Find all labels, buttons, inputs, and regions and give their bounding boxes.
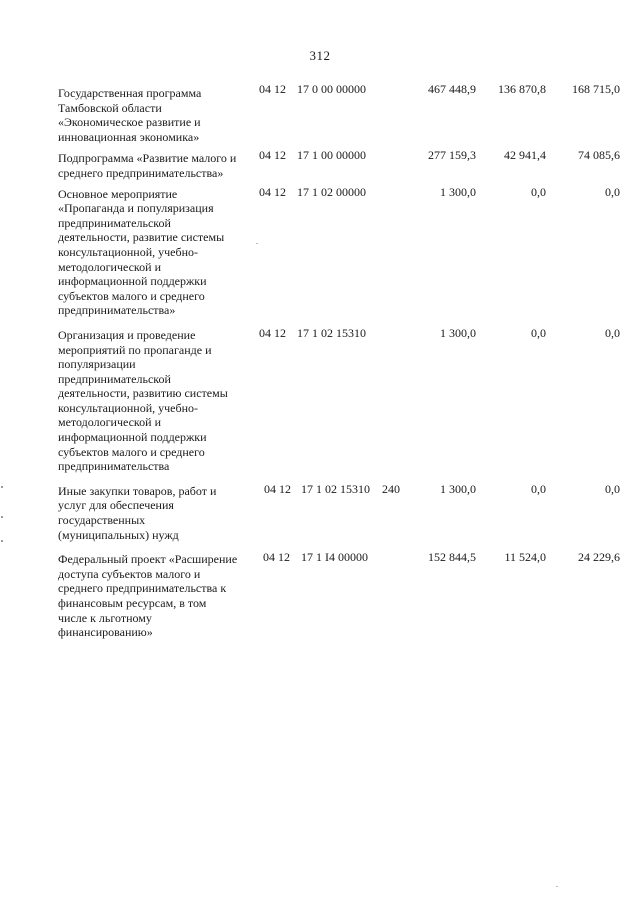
row-section-code: 04 12 — [263, 550, 290, 565]
scan-mark — [1, 540, 3, 542]
table-row — [0, 148, 640, 180]
row-name: Организация и проведение мероприятий по пропаганде и популяризации предпринимательской деятельности, развитию системы консультационной, учебно- методологической и информационной поддержки субъектов малого и среднего предпринимательства — [58, 327, 228, 474]
page-number: 312 — [309, 48, 331, 63]
scan-mark — [1, 486, 3, 488]
row-amount-1: 1 300,0 — [440, 184, 476, 199]
row-amount-3: 74 085,6 — [578, 148, 620, 163]
row-section-code: 04 12 — [264, 481, 291, 496]
row-amount-1: 467 448,9 — [428, 82, 476, 96]
budget-table — [0, 82, 640, 638]
row-target-code: 17 1 00 00000 — [297, 148, 366, 163]
row-name: Подпрограмма «Развитие малого и среднего предпринимательства» — [58, 151, 237, 180]
row-amount-3: 0,0 — [605, 481, 620, 496]
row-amount-3: 0,0 — [605, 325, 620, 340]
row-target-code: 17 1 02 15310 — [297, 325, 366, 340]
row-amount-1: 1 300,0 — [440, 481, 476, 496]
scan-mark — [1, 516, 3, 518]
row-amount-2: 0,0 — [531, 325, 546, 340]
row-amount-1: 1 300,0 — [440, 325, 476, 340]
row-amount-3: 24 229,6 — [578, 550, 620, 565]
row-name: Основное мероприятие «Пропаганда и популяризация предпринимательской деятельности, развитие системы консультационной, учебно- методологической и информационной поддержки субъектов малого и среднего предпринимательства» — [58, 186, 225, 318]
row-target-code: 17 0 00 00000 — [297, 82, 366, 96]
row-amount-1: 277 159,3 — [428, 148, 476, 163]
table-row — [0, 82, 640, 144]
table-row — [0, 185, 640, 316]
row-name: Федеральный проект «Расширение доступа субъектов малого и среднего предпринимательства к финансовым ресурсам, в том числе к льготному финансированию» — [58, 552, 238, 640]
row-name: Иные закупки товаров, работ и услуг для обеспечения государственных (муниципальных) нужд — [58, 483, 217, 542]
scan-speck — [556, 886, 558, 887]
row-amount-2: 0,0 — [531, 184, 546, 199]
row-expense-type: 240 — [382, 481, 400, 496]
row-target-code: 17 1 02 00000 — [297, 184, 366, 199]
row-target-code: 17 1 I4 00000 — [301, 550, 368, 565]
row-amount-2: 0,0 — [531, 481, 546, 496]
row-section-code: 04 12 — [259, 148, 286, 163]
row-amount-3: 168 715,0 — [572, 82, 620, 96]
row-amount-2: 136 870,8 — [498, 82, 546, 96]
table-row — [0, 550, 640, 638]
row-target-code: 17 1 02 15310 — [301, 481, 370, 496]
table-row — [0, 326, 640, 472]
row-name: Государственная программа Тамбовской области «Экономическое развитие и инновационная экономика» — [58, 86, 202, 144]
scan-speck — [256, 243, 258, 244]
row-section-code: 04 12 — [259, 82, 286, 96]
row-amount-1: 152 844,5 — [428, 550, 476, 565]
row-amount-2: 11 524,0 — [504, 550, 546, 565]
row-section-code: 04 12 — [259, 184, 286, 199]
row-section-code: 04 12 — [259, 325, 286, 340]
table-row — [0, 482, 640, 540]
row-amount-3: 0,0 — [605, 184, 620, 199]
row-amount-2: 42 941,4 — [504, 148, 546, 163]
